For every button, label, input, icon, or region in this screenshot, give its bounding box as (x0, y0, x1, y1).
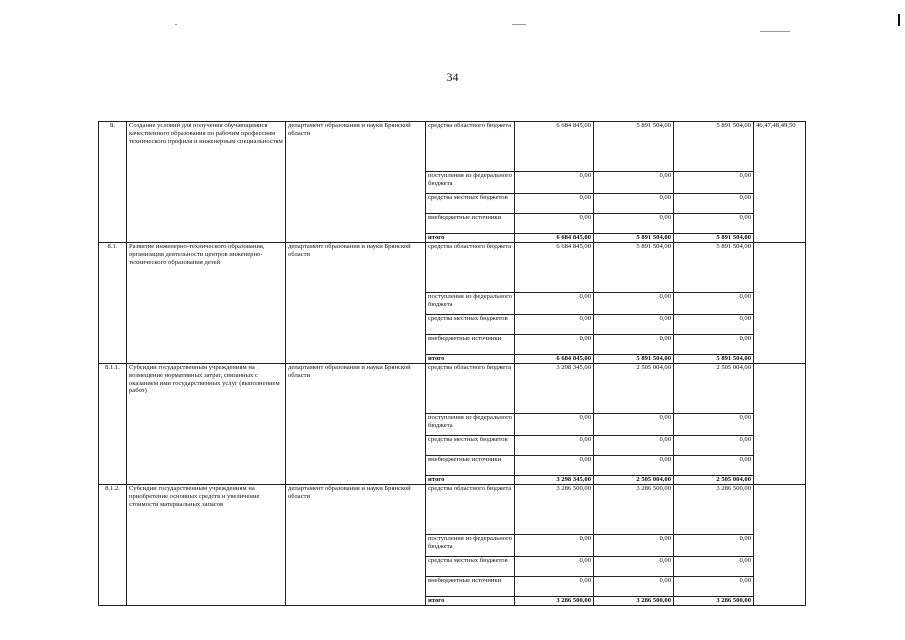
executor: департамент образования и науки Брянской области (286, 364, 426, 485)
amount-2: 0,00 (594, 436, 674, 456)
amount-3: 0,00 (674, 214, 754, 234)
funding-source: средства местных бюджетов (426, 557, 515, 577)
funding-source: средства местных бюджетов (426, 194, 515, 214)
amount-2: 0,00 (594, 172, 674, 194)
funding-source: средства областного бюджета (426, 243, 515, 293)
amount-2: 2 505 004,00 (594, 476, 674, 485)
amount-1: 6 684 845,00 (515, 122, 594, 172)
amount-3: 5 891 504,00 (674, 355, 754, 364)
amount-2: 5 891 504,00 (594, 355, 674, 364)
item-number: 8.1.2. (99, 485, 127, 606)
executor: департамент образования и науки Брянской области (286, 122, 426, 243)
funding-source: внебюджетные источники (426, 456, 515, 476)
funding-source: внебюджетные источники (426, 214, 515, 234)
amount-2: 0,00 (594, 293, 674, 315)
amount-2: 0,00 (594, 557, 674, 577)
amount-3: 2 505 004,00 (674, 476, 754, 485)
amount-3: 0,00 (674, 293, 754, 315)
funding-source: средства областного бюджета (426, 485, 515, 535)
amount-3: 0,00 (674, 194, 754, 214)
amount-1: 0,00 (515, 577, 594, 597)
funding-source: внебюджетные источники (426, 577, 515, 597)
amount-2: 5 891 504,00 (594, 243, 674, 293)
amount-1: 0,00 (515, 172, 594, 194)
page-number: 34 (446, 70, 459, 84)
amount-3: 5 891 504,00 (674, 122, 754, 172)
scan-speck (760, 31, 790, 32)
amount-3: 5 891 504,00 (674, 243, 754, 293)
amount-2: 3 286 500,00 (594, 485, 674, 535)
item-number: 8.1. (99, 243, 127, 364)
funding-source: итого (426, 597, 515, 606)
amount-1: 3 298 345,00 (515, 476, 594, 485)
amount-3: 3 286 500,00 (674, 597, 754, 606)
funding-source: средства местных бюджетов (426, 315, 515, 335)
scan-mark (898, 14, 900, 26)
amount-1: 0,00 (515, 335, 594, 355)
amount-2: 0,00 (594, 456, 674, 476)
amount-1: 0,00 (515, 436, 594, 456)
scan-speck (175, 24, 177, 25)
funding-source: поступления из федерального бюджета (426, 535, 515, 557)
amount-1: 0,00 (515, 214, 594, 234)
funding-source: поступления из федерального бюджета (426, 293, 515, 315)
table-row (99, 122, 806, 172)
amount-3: 0,00 (674, 557, 754, 577)
executor: департамент образования и науки Брянской области (286, 243, 426, 364)
item-number: 8.1.1. (99, 364, 127, 485)
funding-source: средства местных бюджетов (426, 436, 515, 456)
table-row (99, 485, 806, 535)
amount-2: 0,00 (594, 535, 674, 557)
amount-3: 0,00 (674, 414, 754, 436)
executor: департамент образования и науки Брянской области (286, 485, 426, 606)
item-number: 8. (99, 122, 127, 243)
funding-source: поступления из федерального бюджета (426, 414, 515, 436)
amount-1: 0,00 (515, 194, 594, 214)
amount-2: 0,00 (594, 414, 674, 436)
amount-3: 0,00 (674, 436, 754, 456)
amount-1: 3 286 500,00 (515, 597, 594, 606)
amount-1: 6 684 845,00 (515, 234, 594, 243)
amount-1: 6 684 845,00 (515, 243, 594, 293)
amount-1: 0,00 (515, 557, 594, 577)
amount-1: 6 684 845,00 (515, 355, 594, 364)
amount-1: 3 286 500,00 (515, 485, 594, 535)
amount-2: 5 891 504,00 (594, 122, 674, 172)
amount-3: 0,00 (674, 315, 754, 335)
amount-3: 3 286 500,00 (674, 485, 754, 535)
budget-table (98, 121, 806, 606)
indicator-numbers: 46,47,48,49,50 (754, 122, 806, 243)
funding-source: итого (426, 476, 515, 485)
item-name: Субсидии государственным учреждениям на приобретение основных средств и увеличение стоимости материальных запасов (127, 485, 286, 606)
funding-source: итого (426, 355, 515, 364)
amount-3: 0,00 (674, 535, 754, 557)
amount-3: 0,00 (674, 577, 754, 597)
amount-2: 2 505 004,00 (594, 364, 674, 414)
funding-source: итого (426, 234, 515, 243)
funding-source: средства областного бюджета (426, 122, 515, 172)
amount-3: 0,00 (674, 335, 754, 355)
amount-1: 0,00 (515, 315, 594, 335)
item-name: Создание условий для получения обучающимися качественного образования по рабочим профессиям технического профиля и инженерным специальностям (127, 122, 286, 243)
item-name: Развитие инженерно-технического образования, организация деятельности центров инженерно-технического образования детей (127, 243, 286, 364)
funding-source: поступления из федерального бюджета (426, 172, 515, 194)
amount-2: 0,00 (594, 194, 674, 214)
amount-3: 5 891 504,00 (674, 234, 754, 243)
amount-2: 0,00 (594, 577, 674, 597)
table-row (99, 364, 806, 414)
indicator-numbers (754, 243, 806, 364)
amount-1: 0,00 (515, 456, 594, 476)
indicator-numbers (754, 485, 806, 606)
amount-3: 0,00 (674, 172, 754, 194)
indicator-numbers (754, 364, 806, 485)
amount-1: 0,00 (515, 535, 594, 557)
amount-2: 0,00 (594, 214, 674, 234)
amount-1: 3 298 345,00 (515, 364, 594, 414)
table-row (99, 243, 806, 293)
amount-3: 0,00 (674, 456, 754, 476)
amount-2: 3 286 500,00 (594, 597, 674, 606)
amount-2: 0,00 (594, 315, 674, 335)
funding-source: средства областного бюджета (426, 364, 515, 414)
amount-2: 0,00 (594, 335, 674, 355)
item-name: Субсидии государственным учреждениям на возмещение нормативных затрат, связанных с оказанием ими государственных услуг (выполнением работ) (127, 364, 286, 485)
amount-3: 2 505 004,00 (674, 364, 754, 414)
amount-2: 5 891 504,00 (594, 234, 674, 243)
amount-1: 0,00 (515, 414, 594, 436)
scan-speck (512, 24, 526, 25)
amount-1: 0,00 (515, 293, 594, 315)
funding-source: внебюджетные источники (426, 335, 515, 355)
